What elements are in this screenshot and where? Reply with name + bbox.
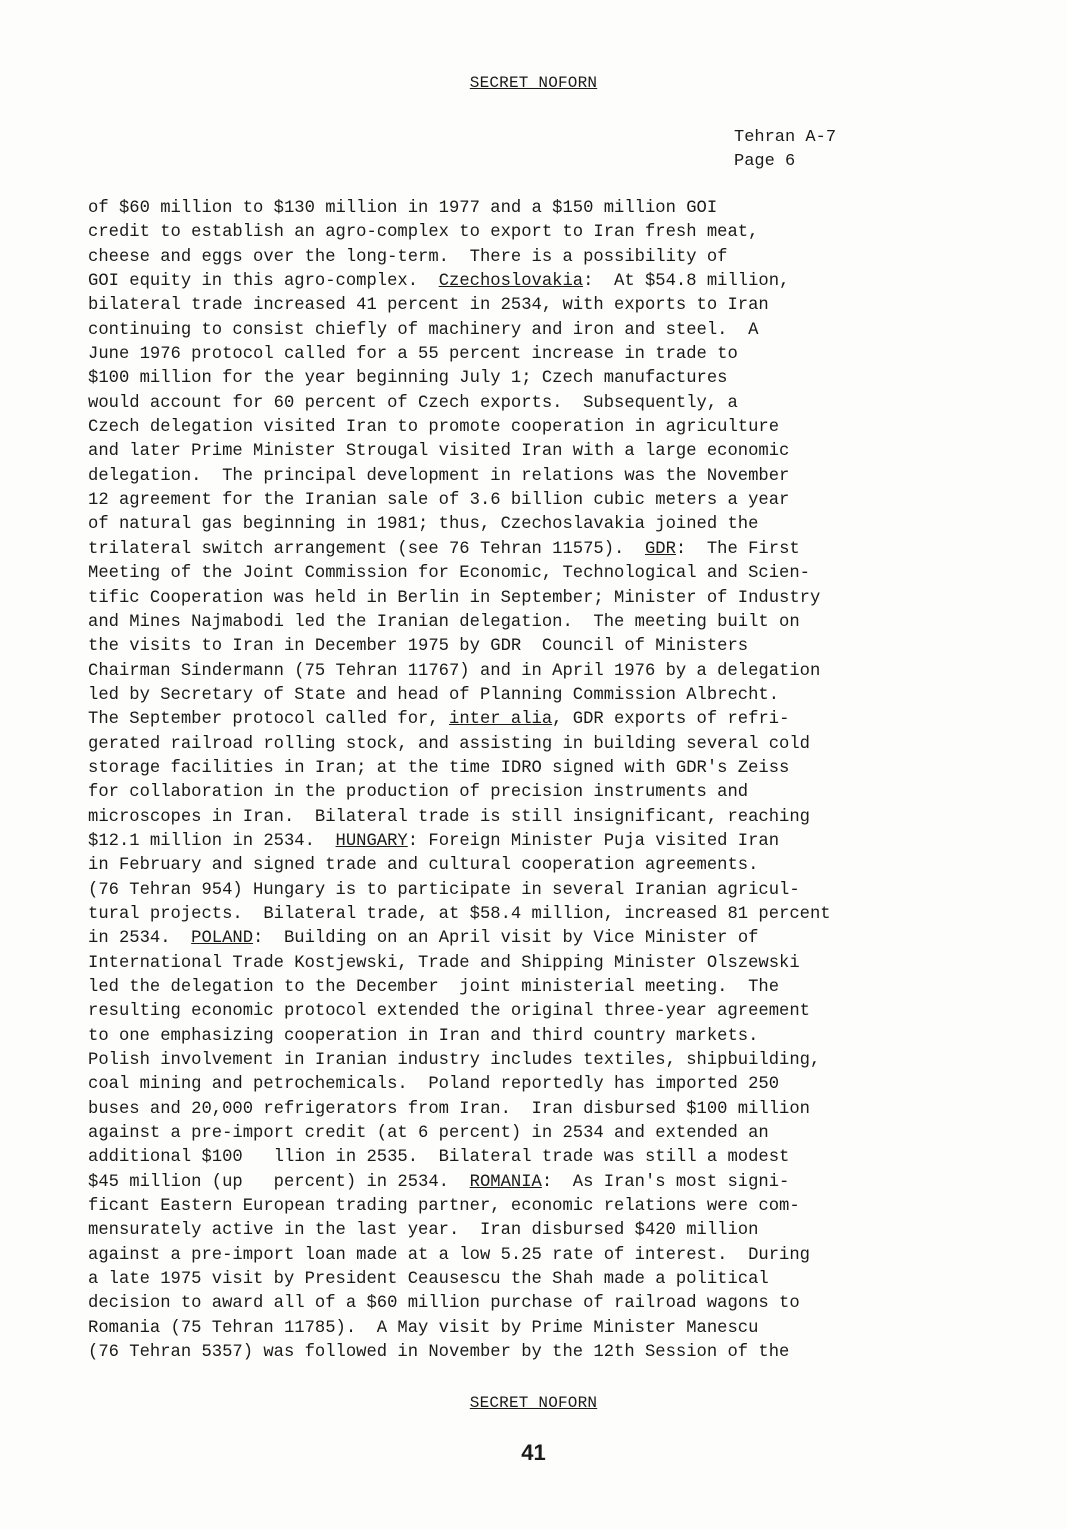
text-line [88,1122,968,1146]
line-text: $100 million for the year beginning July 1; Czech manufactures [88,369,728,389]
line-text: a late 1975 visit by President Ceausescu the Shah made a political [88,1270,769,1290]
line-text: , GDR exports of refri- [552,710,790,730]
line-text: Meeting of the Joint Commission for Economic, Technological and Scien- [88,564,810,584]
text-line [88,1073,968,1097]
text-line [88,392,968,416]
line-text: of natural gas beginning in 1981; thus, Czechoslavakia joined the [88,515,759,535]
underlined-heading: GDR [644,539,676,559]
line-text: microscopes in Iran. Bilateral trade is still insignificant, reaching [88,807,810,827]
line-text: of $60 million to $130 million in 1977 and a $150 million GOI [88,199,718,218]
text-line [88,927,968,951]
line-text: against a pre-import credit (at 6 percent) in 2534 and extended an [88,1124,769,1144]
text-line [88,952,968,976]
line-text: June 1976 protocol called for a 55 percent increase in trade to [88,345,738,365]
line-text: Czech delegation visited Iran to promote cooperation in agriculture [88,418,780,438]
line-text: the visits to Iran in December 1975 by GDR Council of Ministers [88,637,749,657]
text-line [88,587,968,611]
line-text: (76 Tehran 5357) was followed in November by the 12th Session of the [88,1343,790,1363]
line-text: bilateral trade increased 41 percent in 2534, with exports to Iran [88,296,769,316]
line-text: led the delegation to the December joint ministerial meeting. The [88,978,780,997]
line-text: in February and signed trade and cultural cooperation agreements. [88,856,759,876]
line-text: 12 agreement for the Iranian sale of 3.6 billion cubic meters a year [88,491,790,511]
text-line [88,440,968,464]
line-text: to one emphasizing cooperation in Iran and third country markets. [88,1026,759,1046]
text-line [88,1292,968,1316]
text-line [88,1000,968,1024]
line-text: decision to award all of a $60 million purchase of railroad wagons to [88,1294,800,1314]
text-line [88,806,968,830]
underlined-heading: Czechoslovakia [438,272,584,292]
line-text: in 2534. [88,929,192,949]
text-line [88,1195,968,1219]
text-line [88,611,968,635]
line-text: resulting economic protocol extended the original three-year agreement [88,1002,810,1022]
line-text: delegation. The principal development in relations was the November [88,466,790,486]
line-text: International Trade Kostjewski, Trade and Shipping Minister Olszewski [88,953,800,973]
line-text: : Foreign Minister Puja visited Iran [407,831,780,851]
line-text: gerated railroad rolling stock, and assisting in building several cold [88,734,810,754]
line-text: : At $54.8 million, [583,272,790,292]
line-text: coal mining and petrochemicals. Poland reportedly has imported 250 [88,1075,780,1095]
line-text: and Mines Najmabodi led the Iranian delegation. The meeting built on [88,612,800,632]
text-line [88,854,968,878]
text-line [88,635,968,659]
line-text: buses and 20,000 refrigerators from Iran. Iran disbursed $100 million [88,1099,810,1119]
text-line [88,903,968,927]
text-line [88,246,968,270]
text-line [88,513,968,537]
text-line [88,416,968,440]
text-line [88,343,968,367]
line-text: GOI equity in this agro-complex. [88,272,439,292]
document-reference: Tehran A-7 [734,128,837,147]
text-line [88,1025,968,1049]
text-line [88,781,968,805]
text-line [88,1146,968,1170]
text-line [88,294,968,318]
text-line [88,197,968,221]
line-text: against a pre-import loan made at a low 5.25 rate of interest. During [88,1245,810,1265]
text-line [88,1244,968,1268]
text-line [88,879,968,903]
line-text: $45 million (up percent) in 2534. [88,1172,470,1192]
line-text: would account for 60 percent of Czech exports. Subsequently, a [88,393,738,413]
reference-block [734,126,836,174]
line-text: Chairman Sindermann (75 Tehran 11767) and in April 1976 by a delegation [88,661,821,681]
line-text: led by Secretary of State and head of Planning Commission Albrecht. [88,685,780,705]
line-text: trilateral switch arrangement (see 76 Tehran 11575). [88,539,645,559]
line-text: storage facilities in Iran; at the time IDRO signed with GDR's Zeiss [88,758,790,778]
text-line [88,976,968,1000]
underlined-heading: HUNGARY [335,831,408,851]
line-text: : The First [675,539,800,559]
text-line [88,538,968,562]
line-text: tural projects. Bilateral trade, at $58.4 million, increased 81 percent [88,904,831,924]
line-text: $12.1 million in 2534. [88,831,336,851]
line-text: (76 Tehran 954) Hungary is to participate in several Iranian agricul- [88,880,800,900]
text-line [88,830,968,854]
text-line [88,465,968,489]
line-text: credit to establish an agro-complex to export to Iran fresh meat, [88,223,759,243]
text-line [88,1219,968,1243]
text-line [88,733,968,757]
line-text: continuing to consist chiefly of machinery and iron and steel. A [88,320,759,340]
text-line [88,221,968,245]
line-text: tific Cooperation was held in Berlin in September; Minister of Industry [88,588,821,608]
text-line [88,1171,968,1195]
text-line [88,660,968,684]
text-line [88,489,968,513]
page-label: Page 6 [734,152,796,171]
classification-footer: SECRET NOFORN [469,1394,598,1412]
text-line [88,562,968,586]
line-text: cheese and eggs over the long-term. There is a possibility of [88,247,728,267]
line-text: ficant Eastern European trading partner, economic relations were com- [88,1197,800,1217]
line-text: additional $100 llion in 2535. Bilateral trade was still a modest [88,1148,790,1168]
text-line [88,684,968,708]
text-line [88,1317,968,1341]
text-line [88,1049,968,1073]
underlined-heading: inter alia [449,710,553,730]
text-line [88,1341,968,1365]
text-line [88,708,968,732]
classification-header: SECRET NOFORN [469,74,598,92]
line-text: : As Iran's most signi- [541,1172,790,1192]
body-text [88,197,968,1366]
text-line [88,367,968,391]
text-line [88,1098,968,1122]
line-text: and later Prime Minister Strougal visited Iran with a large economic [88,442,790,462]
underlined-heading: POLAND [191,929,254,949]
line-text: Romania (75 Tehran 11785). A May visit by Prime Minister Manescu [88,1318,759,1338]
text-line [88,319,968,343]
line-text: : Building on an April visit by Vice Minister of [253,929,759,949]
line-text: for collaboration in the production of precision instruments and [88,783,749,803]
text-line [88,757,968,781]
line-text: mensurately active in the last year. Iran disbursed $420 million [88,1221,759,1241]
text-line [88,270,968,294]
page-number: 41 [521,1440,546,1465]
line-text: The September protocol called for, [88,710,449,730]
underlined-heading: ROMANIA [469,1172,542,1192]
text-line [88,1268,968,1292]
line-text: Polish involvement in Iranian industry includes textiles, shipbuilding, [88,1051,821,1071]
